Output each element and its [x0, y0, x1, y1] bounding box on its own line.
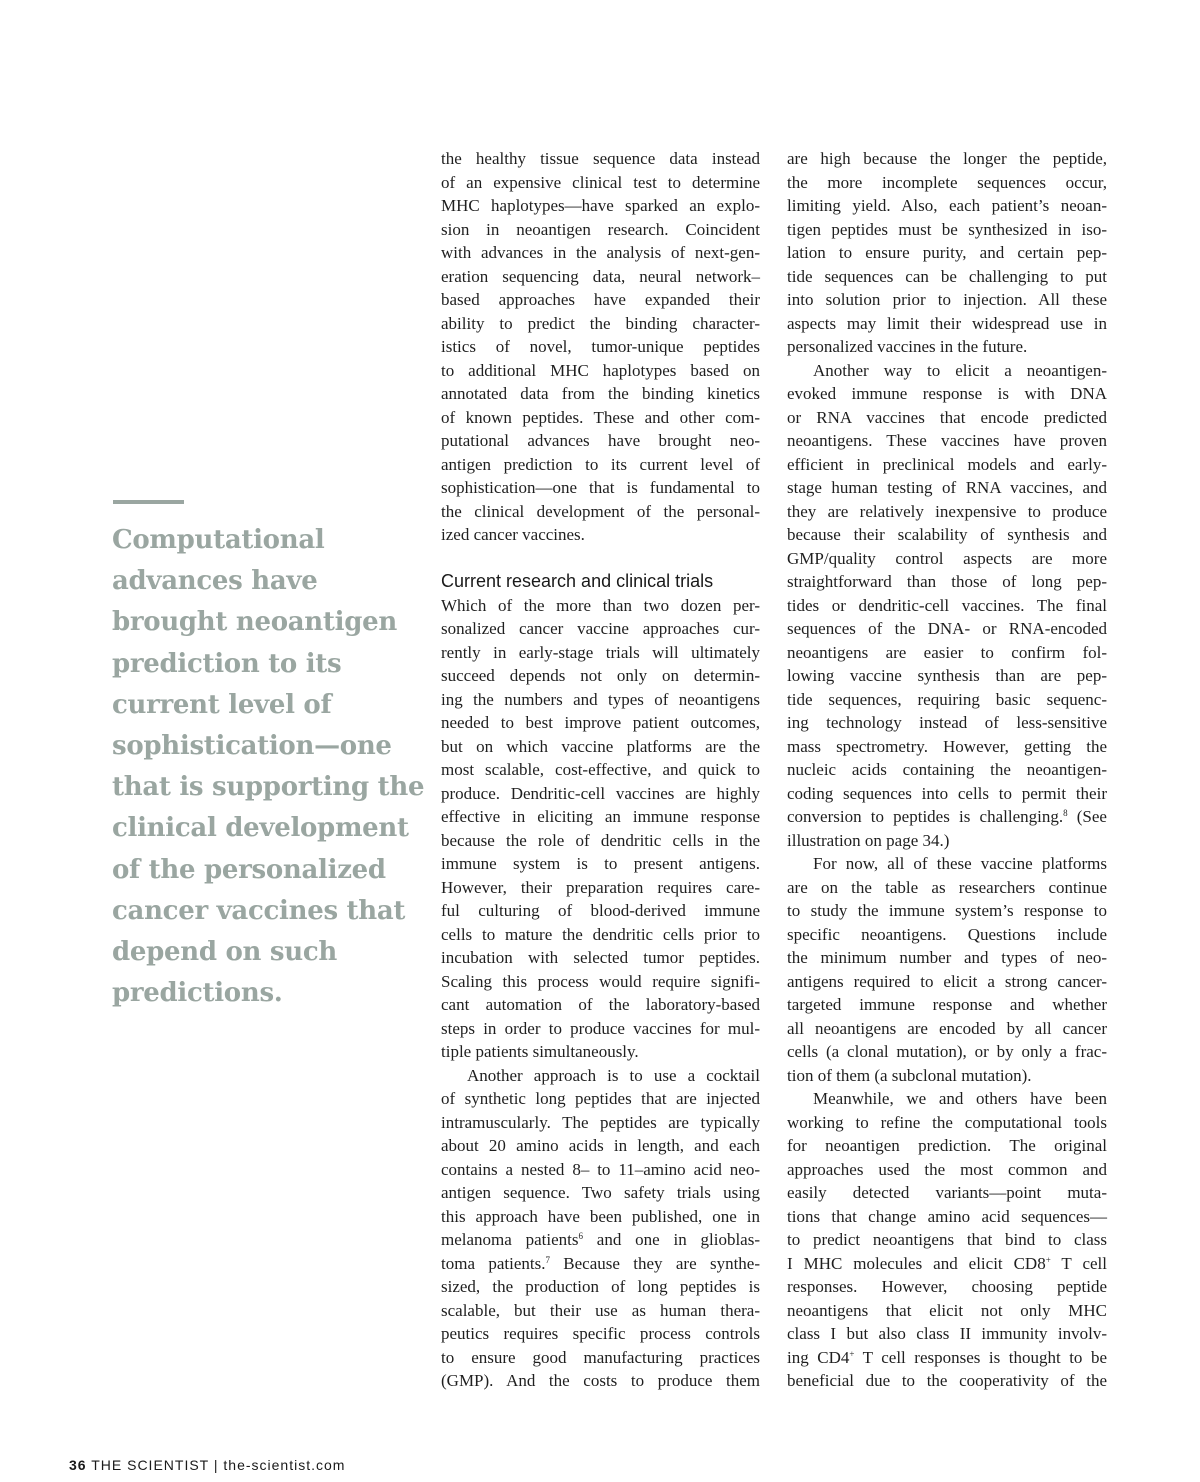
text-line: tide sequences can be challenging to put: [787, 266, 1107, 286]
text-line: incubation with selected tumor peptides.: [441, 948, 760, 967]
paragraph: [787, 147, 1107, 359]
text-line: cant automation of the laboratory-based: [441, 995, 760, 1014]
section-heading: Current research and clinical trials: [441, 571, 714, 591]
text-line: sequences of the DNA- or RNA-encoded: [787, 619, 1107, 638]
text-line: antigens required to elicit a strong cancer-: [787, 971, 1107, 991]
text-line: ized cancer vaccines.: [441, 525, 585, 544]
pullquote-line: depend on such: [112, 937, 337, 968]
text-line: about 20 amino acids in length, and each: [441, 1136, 760, 1155]
article-column-middle: [441, 147, 760, 1393]
pullquote-line: Computational: [112, 525, 325, 555]
text-line: of an expensive clinical test to determine: [441, 172, 760, 192]
paragraph: Meanwhile, we and others have been working to refine the computational tools for neoantigen prediction. The original approaches used the most common and easily detected variants—point muta- tions that change amino acid sequences— to predict neoantigens that bind to class I MHC molecules and elicit CD8+ T cell responses. However, choosing peptide neoantigens that elicit not only MHC class I but also class II immunity involv- ing CD4+ T cell responses is thought to be beneficial due to the cooperativity of the: [787, 1087, 1107, 1393]
text-line: into solution prior to injection. All these: [787, 290, 1107, 309]
text-line: this approach have been published, one in: [441, 1206, 760, 1226]
text-line: produce. Dendritic-cell vaccines are highly: [441, 783, 760, 803]
text-line: to predict neoantigens that bind to class: [787, 1230, 1107, 1249]
text-line: are high because the longer the peptide,: [787, 149, 1107, 168]
pullquote-rule: [113, 500, 184, 504]
text-line: aspects may limit their widespread use in: [787, 313, 1107, 333]
text-line: antigen sequence. Two safety trials using: [441, 1183, 760, 1202]
text-line: toma patients.$^7$ Because they are synthe-: [441, 1253, 760, 1273]
text-line: illustration on page 34.): [787, 830, 950, 850]
text-line: straightforward than those of long pep-: [787, 572, 1107, 591]
text-line: ing technology instead of less-sensitive: [787, 713, 1107, 732]
text-line: personalized vaccines in the future.: [787, 337, 1028, 356]
text-line: ful culturing of blood-derived immune: [441, 901, 760, 920]
text-line: tigen peptides must be synthesized in iso-: [787, 219, 1107, 239]
footnote-ref: 6: [578, 1231, 583, 1241]
text-line: approaches used the most common and: [787, 1159, 1107, 1179]
text-line: peutics requires specific process controls: [441, 1324, 760, 1343]
text-line: all neoantigens are encoded by all cancer: [787, 1018, 1107, 1038]
pullquote: [112, 520, 425, 1014]
text-line: neoantigens are easier to confirm fol-: [787, 642, 1107, 662]
text-line: class I but also class II immunity involv-: [787, 1324, 1107, 1343]
page-number: 36: [69, 1457, 87, 1473]
pullquote-line: prediction to its: [112, 648, 342, 679]
text-line: I MHC molecules and elicit CD8+ T cell: [787, 1253, 1107, 1273]
text-line: to study the immune system’s response to: [787, 901, 1107, 920]
text-line: coding sequences into cells to permit their: [787, 783, 1107, 803]
text-line: to additional MHC haplotypes based on: [441, 360, 760, 380]
text-line: cells (a clonal mutation), or by only a frac-: [787, 1042, 1107, 1061]
text-line: succeed depends not only on determin-: [441, 666, 760, 685]
text-line: tions that change amino acid sequences—: [787, 1206, 1107, 1226]
text-line: sion in neoantigen research. Coincident: [441, 219, 760, 239]
text-line: Scaling this process would require signifi-: [441, 971, 760, 991]
text-line: conversion to peptides is challenging.$^8$ (See: [787, 807, 1107, 826]
text-line: based approaches have expanded their: [441, 290, 760, 309]
text-line: steps in order to produce vaccines for mul-: [441, 1018, 760, 1038]
pullquote-line: sophistication—one: [112, 731, 392, 762]
text-line: sized, the production of long peptides is: [441, 1277, 760, 1296]
text-line: intramuscularly. The peptides are typically: [441, 1112, 760, 1132]
text-line: the healthy tissue sequence data instead: [441, 149, 760, 168]
text-line: evoked immune response is with DNA: [787, 384, 1107, 403]
pullquote-line: brought neoantigen: [112, 607, 397, 638]
footnote-ref: 7: [545, 1254, 550, 1265]
article-column-right: [787, 147, 1107, 1393]
text-line: mass spectrometry. However, getting the: [787, 736, 1107, 756]
text-line: because the role of dendritic cells in the: [441, 830, 760, 850]
text-line: effective in eliciting an immune response: [441, 807, 760, 826]
text-line: scalable, but their use as human thera-: [441, 1300, 760, 1320]
paragraph: For now, all of these vaccine platforms are on the table as researchers continue to study the immune system’s response to specific neoantigens. Questions include the minimum number and types of neo- antigens required to elicit a strong cancer- targeted immune response and whether all neoantigens are encoded by all cancer cells (a clonal mutation), or by only a frac- tion of them (a subclonal mutation).: [787, 852, 1107, 1087]
text-line: putational advances have brought neo-: [441, 431, 760, 450]
text-line: contains a nested 8– to 11–amino acid neo-: [441, 1159, 760, 1179]
footnote-ref: 8: [1063, 808, 1068, 818]
text-line: responses. However, choosing peptide: [787, 1277, 1107, 1296]
text-line: the clinical development of the personal-: [441, 501, 760, 521]
text-line: sophistication—one that is fundamental to: [441, 478, 760, 497]
text-line: with advances in the analysis of next-gen-: [441, 243, 760, 262]
footer-separator: |: [213, 1457, 219, 1473]
text-line: (GMP). And the costs to produce them: [441, 1371, 760, 1390]
text-line: tide sequences, requiring basic sequenc-: [787, 689, 1107, 709]
text-line: lation to ensure purity, and certain pep-: [787, 243, 1107, 262]
text-line: neoantigens. These vaccines have proven: [787, 431, 1107, 450]
paragraph: [441, 594, 760, 1064]
text-line: ability to predict the binding character-: [441, 313, 760, 333]
page-footer: [69, 1457, 345, 1473]
pullquote-line: current level of: [112, 689, 332, 720]
text-line: sonalized cancer vaccine approaches cur-: [441, 619, 760, 638]
text-line: rently in early-stage trials will ultimately: [441, 642, 760, 662]
pullquote-line: clinical development: [112, 813, 409, 844]
text-line: ing CD4+ T cell responses is thought to be: [787, 1347, 1107, 1367]
paragraph: Another way to elicit a neoantigen- evoked immune response is with DNA or RNA vaccines that encode predicted neoantigens. These vaccines have proven efficient in preclinical models and early- stage human testing of RNA vaccines, and they are relatively inexpensive to produce because their scalability of synthesis and GMP/quality control aspects are more straightforward than those of long pep- tides or dendritic-cell vaccines. The final sequences of the DNA- or RNA-encoded neoantigens are easier to confirm fol- lowing vaccine synthesis than are pep- tide sequences, requiring basic sequenc- ing technology instead of less-sensitive mass spectrometry. However, getting the nucleic acids containing the neoantigen- coding sequences into cells to permit their conversion to peptides is challenging.$^8$ (See illustration on page 34.): [787, 359, 1107, 853]
pullquote-line: of the personalized: [112, 854, 386, 885]
text-line: specific neoantigens. Questions include: [787, 924, 1107, 944]
pullquote-line: cancer vaccines that: [112, 895, 406, 926]
text-line: MHC haplotypes—have sparked an explo-: [441, 196, 760, 215]
text-line: tiple patients simultaneously.: [441, 1042, 639, 1061]
text-line: they are relatively inexpensive to produce: [787, 501, 1107, 521]
pullquote-line: advances have: [112, 566, 318, 597]
text-line: working to refine the computational tools: [787, 1112, 1107, 1132]
text-line: needed to best improve patient outcomes,: [441, 713, 760, 732]
text-line: lowing vaccine synthesis than are pep-: [787, 666, 1107, 685]
text-line: the more incomplete sequences occur,: [787, 172, 1107, 192]
text-line: immune system is to present antigens.: [441, 854, 760, 873]
text-line: neoantigens that elicit not only MHC: [787, 1300, 1107, 1320]
text-line: but on which vaccine platforms are the: [441, 736, 760, 756]
pullquote-line: that is supporting the: [112, 772, 425, 803]
text-line: eration sequencing data, neural network–: [441, 266, 760, 286]
text-line: antigen prediction to its current level of: [441, 454, 760, 474]
text-line: beneficial due to the cooperativity of the: [787, 1371, 1107, 1390]
text-line: for neoantigen prediction. The original: [787, 1136, 1107, 1155]
text-line: cells to mature the dendritic cells prior to: [441, 924, 760, 944]
text-line: However, their preparation requires care-: [441, 877, 760, 897]
text-line: GMP/quality control aspects are more: [787, 548, 1107, 568]
text-line: to ensure good manufacturing practices: [441, 1347, 760, 1367]
magazine-name: THE SCIENTIST: [91, 1457, 209, 1473]
text-line: ing the numbers and types of neoantigens: [441, 689, 760, 709]
pullquote-line: predictions.: [112, 978, 283, 1009]
text-line: the minimum number and types of neo-: [787, 948, 1107, 967]
text-line: Which of the more than two dozen per-: [441, 595, 760, 615]
text-line: of known peptides. These and other com-: [441, 407, 760, 427]
website-link[interactable]: the-scientist.com: [223, 1457, 346, 1473]
text-line: efficient in preclinical models and early-: [787, 454, 1107, 474]
text-line: targeted immune response and whether: [787, 995, 1107, 1014]
text-line: stage human testing of RNA vaccines, and: [787, 478, 1107, 497]
text-line: nucleic acids containing the neoantigen-: [787, 760, 1107, 779]
paragraph: [441, 147, 760, 547]
text-line: istics of novel, tumor-unique peptides: [441, 337, 760, 356]
text-line: because their scalability of synthesis and: [787, 525, 1107, 544]
text-line: easily detected variants—point muta-: [787, 1183, 1107, 1202]
text-line: tion of them (a subclonal mutation).: [787, 1065, 1032, 1085]
text-line: annotated data from the binding kinetics: [441, 384, 760, 403]
text-line: melanoma patients$^6$ and one in glioblas-: [441, 1230, 760, 1249]
text-line: limiting yield. Also, each patient’s neoan-: [787, 196, 1107, 215]
paragraph: Another approach is to use a cocktail of synthetic long peptides that are injected intramuscularly. The peptides are typically about 20 amino acids in length, and each contains a nested 8– to 11–amino acid neo- antigen sequence. Two safety trials using this approach have been published, one in melanoma patients$^6$ and one in glioblas- toma patients.$^7$ Because they are synthe- sized, the production of long peptides is scalable, but their use as human thera- peutics requires specific process controls to ensure good manufacturing practices (GMP). And the costs to produce them: [441, 1064, 760, 1393]
text-line: or RNA vaccines that encode predicted: [787, 407, 1107, 427]
text-line: most scalable, cost-effective, and quick to: [441, 760, 760, 779]
text-line: tides or dendritic-cell vaccines. The final: [787, 595, 1107, 615]
text-line: are on the table as researchers continue: [787, 877, 1107, 897]
text-line: of synthetic long peptides that are injected: [441, 1089, 760, 1108]
